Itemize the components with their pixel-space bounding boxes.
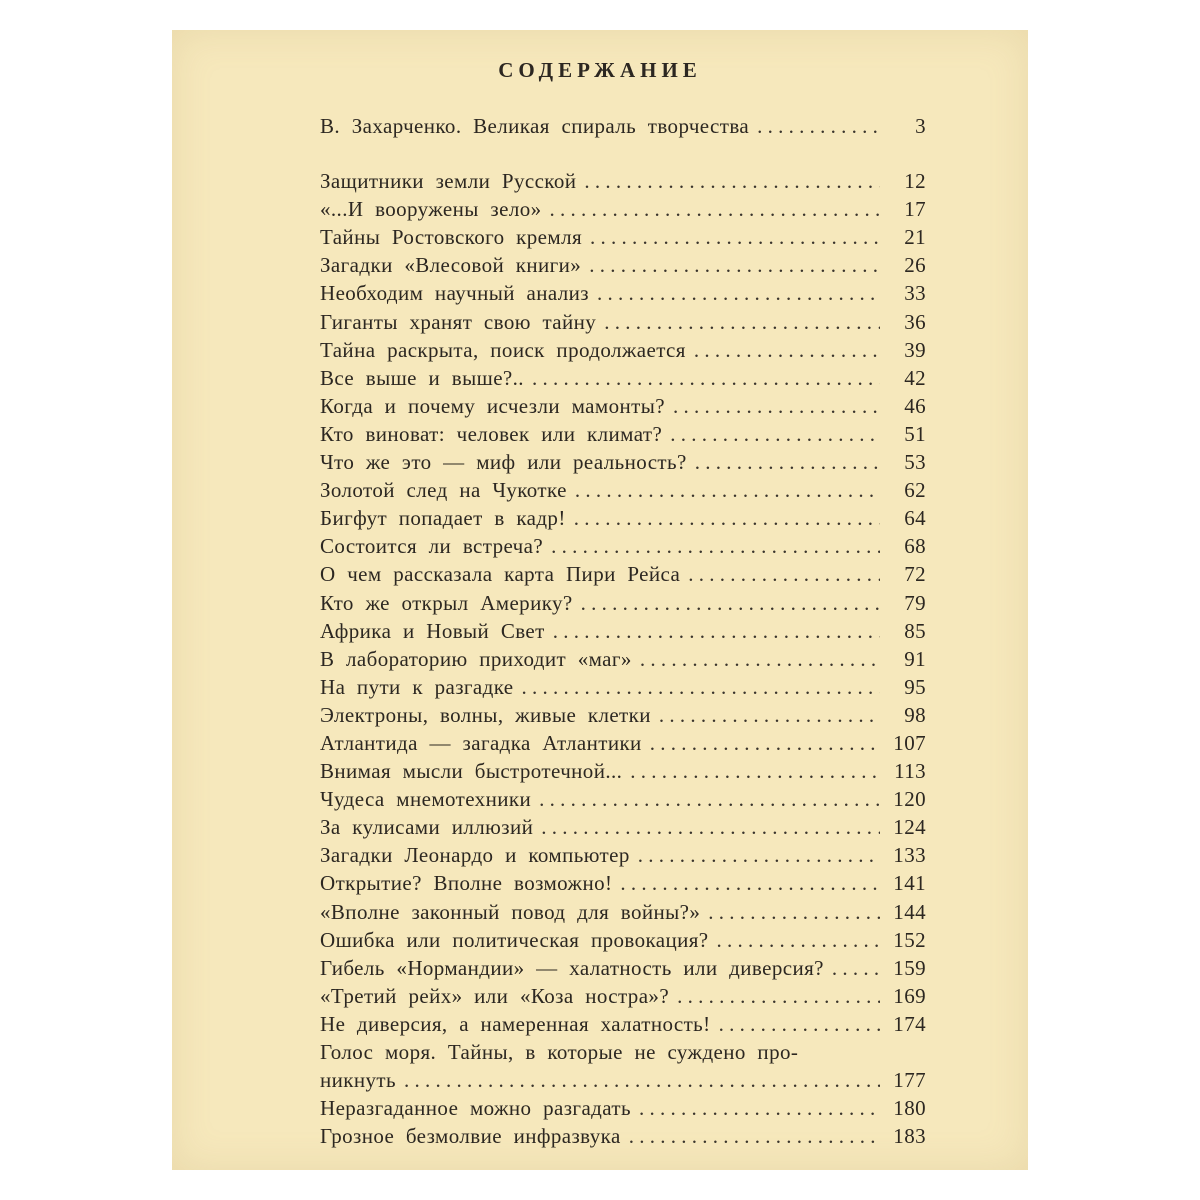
toc-leader-dots <box>396 1066 880 1094</box>
toc-entry-title: «...И вооружены зело» <box>320 197 542 222</box>
toc-entry <box>320 813 926 841</box>
toc-entry <box>320 898 926 926</box>
toc-entry <box>320 1122 926 1150</box>
toc-entry <box>320 982 926 1010</box>
toc-entry-page: 46 <box>904 393 926 418</box>
toc-entry-page: 39 <box>904 337 926 362</box>
toc-entry-page: 91 <box>904 646 926 671</box>
toc-entry-page: 62 <box>904 478 926 503</box>
table-of-contents <box>320 112 926 1150</box>
toc-entry <box>320 701 926 729</box>
toc-entry <box>320 954 926 982</box>
toc-entry-title: Не диверсия, а намеренная халатность! <box>320 1011 711 1036</box>
toc-entry <box>320 448 926 476</box>
toc-entry-page: 17 <box>904 197 926 222</box>
toc-entry-title: За кулисами иллюзий <box>320 815 534 840</box>
toc-entry-page: 33 <box>904 281 926 306</box>
toc-leader-dots <box>632 645 880 673</box>
toc-leader-dots <box>711 1010 880 1038</box>
toc-entry-title: Гибель «Нормандии» — халатность или диверсия? <box>320 955 824 980</box>
toc-entry-page: 183 <box>893 1124 926 1149</box>
toc-entry-title: Все выше и выше?.. <box>320 365 524 390</box>
toc-entry <box>320 1066 926 1094</box>
toc-entry-title: «Вполне законный повод для войны?» <box>320 899 701 924</box>
toc-entry-page: 26 <box>904 253 926 278</box>
toc-leader-dots <box>582 223 880 251</box>
toc-entry-title: Чудеса мнемотехники <box>320 787 532 812</box>
toc-leader-dots <box>543 532 880 560</box>
toc-entry-title: Золотой след на Чукотке <box>320 478 567 503</box>
toc-entry-page: 51 <box>904 421 926 446</box>
toc-entry-title: Состоится ли встреча? <box>320 534 544 559</box>
toc-entry-title: Когда и почему исчезли мамонты? <box>320 393 665 418</box>
toc-entry-page: 124 <box>893 815 926 840</box>
toc-entry <box>320 729 926 757</box>
toc-entry <box>320 673 926 701</box>
toc-entry-page: 21 <box>904 225 926 250</box>
toc-leader-dots <box>514 673 880 701</box>
toc-entry-page: 133 <box>893 843 926 868</box>
toc-entry-title: Голос моря. Тайны, в которые не суждено про- <box>320 1040 799 1064</box>
toc-entry-title: Тайна раскрыта, поиск продолжается <box>320 337 686 362</box>
toc-entry <box>320 1094 926 1122</box>
page-title: СОДЕРЖАНИЕ <box>498 58 702 82</box>
toc-leader-dots <box>642 729 880 757</box>
toc-entry-title: «Третий рейх» или «Коза ностра»? <box>320 983 670 1008</box>
toc-entry-page: 95 <box>904 674 926 699</box>
toc-leader-dots <box>581 251 880 279</box>
toc-intro-entry <box>320 112 926 140</box>
toc-entry-page: 144 <box>893 899 926 924</box>
toc-entry-page: 79 <box>904 590 926 615</box>
toc-leader-dots <box>630 841 880 869</box>
toc-entry <box>320 251 926 279</box>
toc-entry <box>320 617 926 645</box>
toc-entry-title: В. Захарченко. Великая спираль творчества <box>320 114 750 138</box>
toc-entry <box>320 532 926 560</box>
toc-leader-dots <box>531 785 880 813</box>
toc-entry <box>320 560 926 588</box>
toc-entry-page: 113 <box>894 759 926 784</box>
toc-leader-dots <box>749 112 880 140</box>
toc-entry-page: 107 <box>893 730 926 755</box>
toc-entry-page: 174 <box>893 1011 926 1036</box>
toc-entry-title: Загадки Леонардо и компьютер <box>320 843 630 868</box>
toc-leader-dots <box>669 982 880 1010</box>
toc-entry-title: Кто же открыл Америку? <box>320 590 573 615</box>
toc-entry-title: Открытие? Вполне возможно! <box>320 871 613 896</box>
toc-entry <box>320 308 926 336</box>
toc-entry-page: 36 <box>904 309 926 334</box>
toc-entry-title: Атлантида — загадка Атлантики <box>320 730 642 755</box>
toc-entry <box>320 364 926 392</box>
toc-entry-title: Загадки «Влесовой книги» <box>320 253 582 278</box>
toc-entry-title: Что же это — миф или реальность? <box>320 450 687 475</box>
toc-entry-page: 177 <box>893 1068 926 1093</box>
book-page <box>172 30 1028 1170</box>
toc-leader-dots <box>687 448 880 476</box>
toc-entry-title: Необходим научный анализ <box>320 281 589 306</box>
toc-entry <box>320 392 926 420</box>
toc-entry-page: 64 <box>904 506 926 531</box>
toc-entry <box>320 1038 926 1066</box>
toc-entry-title: Кто виноват: человек или климат? <box>320 421 663 446</box>
toc-entry-page: 12 <box>904 169 926 194</box>
toc-entry <box>320 1010 926 1038</box>
toc-leader-dots <box>596 308 880 336</box>
toc-entry-page: 152 <box>893 927 926 952</box>
toc-leader-dots <box>621 1122 880 1150</box>
toc-entry-page: 3 <box>915 114 926 138</box>
toc-entry <box>320 869 926 897</box>
toc-leader-dots <box>622 757 880 785</box>
toc-leader-dots <box>680 560 880 588</box>
toc-leader-dots <box>651 701 880 729</box>
toc-entry-page: 180 <box>893 1096 926 1121</box>
toc-leader-dots <box>545 617 880 645</box>
toc-entry-title: Тайны Ростовского кремля <box>320 225 583 250</box>
toc-entry-title: Неразгаданное можно разгадать <box>320 1096 631 1121</box>
toc-leader-dots <box>576 167 880 195</box>
toc-entry-page: 169 <box>893 983 926 1008</box>
toc-leader-dots <box>567 476 880 504</box>
toc-entry-title: Бигфут попадает в кадр! <box>320 506 566 531</box>
toc-entry-page: 42 <box>904 365 926 390</box>
toc-leader-dots <box>700 898 880 926</box>
toc-entry-page: 159 <box>893 955 926 980</box>
toc-entry-title: Ошибка или политическая провокация? <box>320 927 709 952</box>
toc-entry <box>320 167 926 195</box>
toc-leader-dots <box>573 589 880 617</box>
toc-entry <box>320 504 926 532</box>
toc-entry <box>320 476 926 504</box>
toc-leader-dots <box>524 364 880 392</box>
toc-entry <box>320 223 926 251</box>
toc-entry-page: 85 <box>904 618 926 643</box>
toc-leader-dots <box>542 195 880 223</box>
toc-entry <box>320 926 926 954</box>
toc-entry-title: Внимая мысли быстротечной... <box>320 759 623 784</box>
toc-entry <box>320 645 926 673</box>
toc-leader-dots <box>589 279 880 307</box>
toc-leader-dots <box>533 813 880 841</box>
toc-entry-page: 141 <box>893 871 926 896</box>
toc-entry-title: Грозное безмолвие инфразвука <box>320 1124 621 1149</box>
toc-entry <box>320 785 926 813</box>
toc-entry-title: Электроны, волны, живые клетки <box>320 702 651 727</box>
toc-leader-dots <box>566 504 880 532</box>
toc-entry-page: 120 <box>893 787 926 812</box>
toc-entry-title: Африка и Новый Свет <box>320 618 545 643</box>
toc-leader-dots <box>662 420 880 448</box>
toc-leader-dots <box>709 926 880 954</box>
toc-leader-dots <box>686 336 880 364</box>
toc-entry <box>320 336 926 364</box>
toc-entry-page: 98 <box>904 702 926 727</box>
toc-entry-title: О чем рассказала карта Пири Рейса <box>320 562 681 587</box>
toc-entry-title: Защитники земли Русской <box>320 169 577 194</box>
toc-leader-dots <box>631 1094 880 1122</box>
toc-entry <box>320 589 926 617</box>
toc-entry <box>320 420 926 448</box>
toc-leader-dots <box>612 869 880 897</box>
toc-leader-dots <box>824 954 880 982</box>
toc-entry-title: никнуть <box>320 1068 396 1093</box>
toc-entry-page: 53 <box>904 450 926 475</box>
toc-leader-dots <box>665 392 880 420</box>
toc-entry <box>320 195 926 223</box>
toc-entry-page: 68 <box>904 534 926 559</box>
toc-entry-title: В лабораторию приходит «маг» <box>320 646 632 671</box>
toc-entry-title: На пути к разгадке <box>320 674 514 699</box>
toc-entry <box>320 841 926 869</box>
toc-entries <box>320 167 926 1150</box>
toc-entry-page: 72 <box>904 562 926 587</box>
toc-entry <box>320 279 926 307</box>
toc-entry-title: Гиганты хранят свою тайну <box>320 309 597 334</box>
toc-entry <box>320 757 926 785</box>
